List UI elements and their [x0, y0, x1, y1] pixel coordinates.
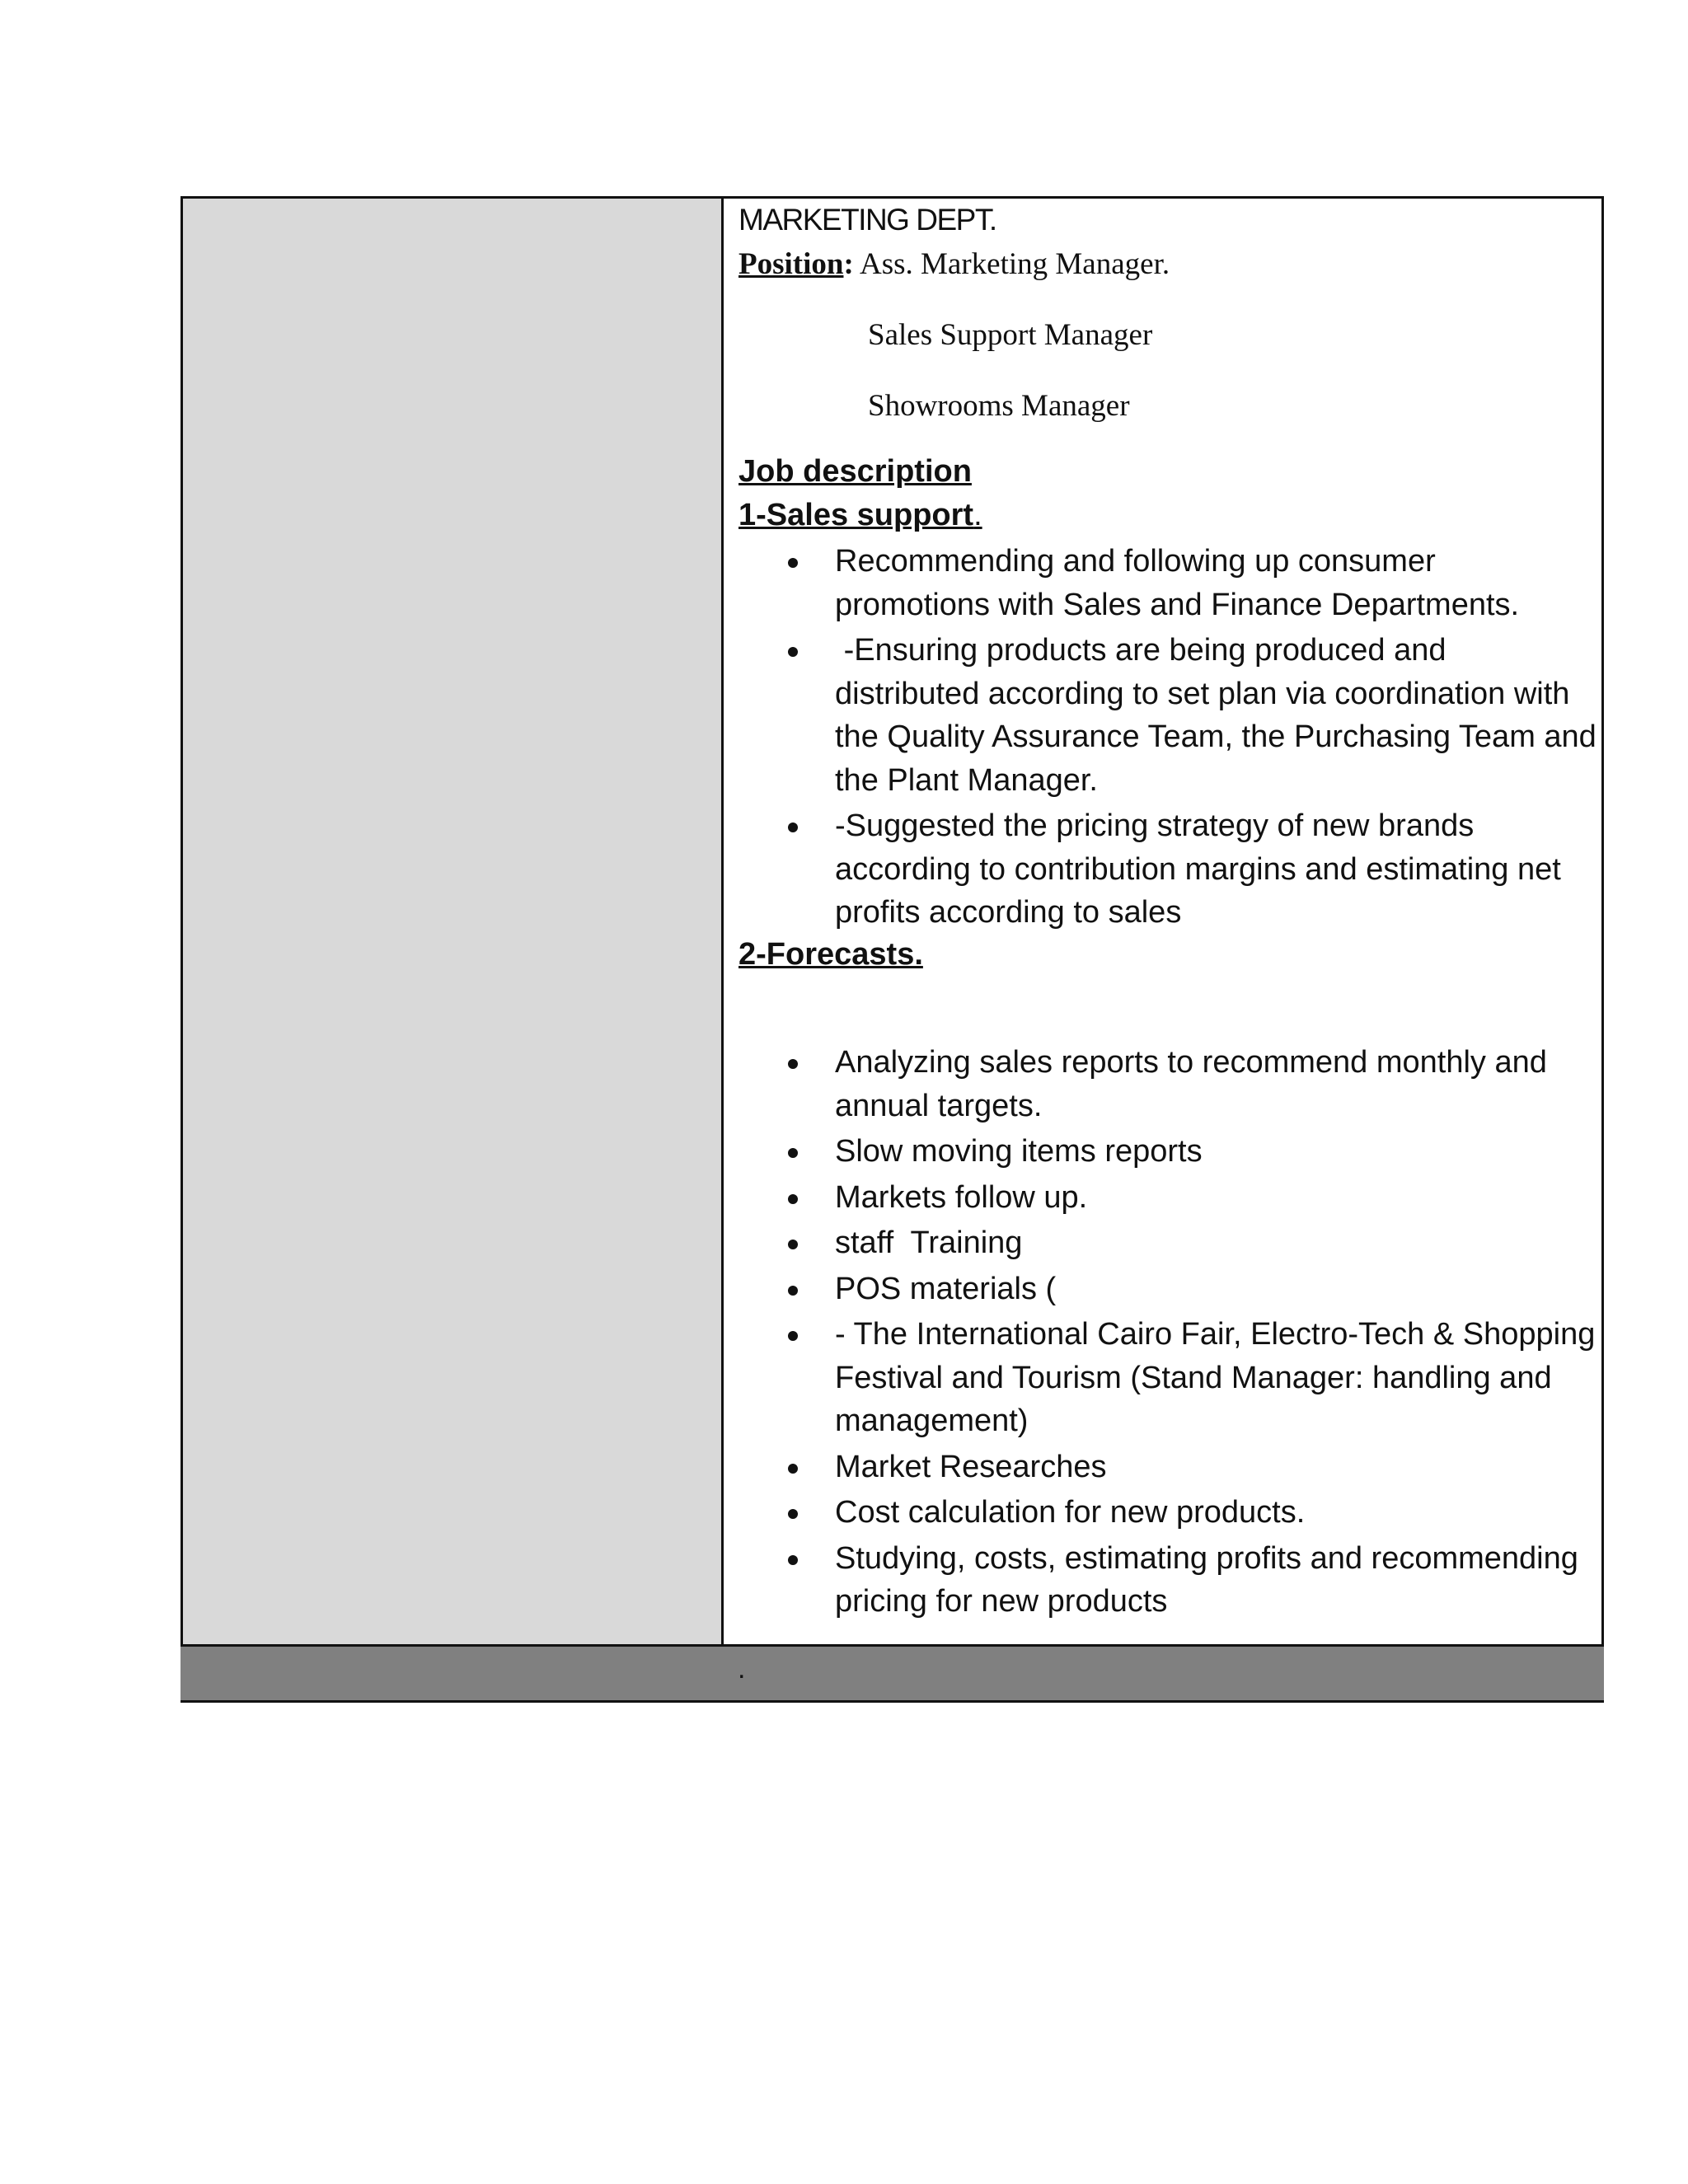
- position-secondary: Sales Support Manager: [868, 318, 1153, 352]
- bullet-icon: [788, 558, 798, 568]
- sales-support-heading: [738, 497, 982, 535]
- list-item: Analyzing sales reports to recommend monthly and annual targets.: [724, 1041, 1599, 1127]
- bullet-icon: [788, 823, 798, 832]
- list-item: Slow moving items reports: [724, 1130, 1599, 1174]
- forecasts-list: [724, 1041, 1599, 1626]
- job-description-heading: Job description: [738, 454, 972, 489]
- forecasts-heading: 2-Forecasts.: [738, 937, 923, 972]
- bullet-icon: [788, 1509, 798, 1519]
- list-item: - The International Cairo Fair, Electro-Tech & Shopping Festival and Tourism (Stand Manager: handling and management): [724, 1313, 1599, 1443]
- position-label: Position: [738, 247, 844, 281]
- list-item: POS materials (: [724, 1268, 1599, 1311]
- department-title: MARKETING DEPT.: [738, 203, 996, 237]
- sales-support-suffix: .: [973, 498, 982, 532]
- bullet-icon: [788, 1555, 798, 1565]
- position-primary: Ass. Marketing Manager.: [860, 247, 1170, 281]
- list-item: -Suggested the pricing strategy of new brands according to contribution margins and estimating net profits according to sales: [724, 804, 1599, 935]
- bullet-icon: [788, 1286, 798, 1296]
- list-item: Recommending and following up consumer promotions with Sales and Finance Departments.: [724, 540, 1599, 626]
- list-item: staff Training: [724, 1221, 1599, 1265]
- position-colon: :: [843, 247, 854, 281]
- position-tertiary: Showrooms Manager: [868, 389, 1130, 423]
- sales-support-list: [724, 540, 1606, 937]
- list-item: -Ensuring products are being produced and distributed according to set plan via coordination with the Quality Assurance Team, the Purchasing Team and the Plant Manager.: [724, 629, 1599, 802]
- bullet-icon: [788, 1194, 798, 1204]
- bullet-icon: [788, 1240, 798, 1249]
- bullet-icon: [788, 1059, 798, 1069]
- bullet-icon: [788, 1148, 798, 1158]
- left-gray-cell: [183, 199, 724, 1644]
- job-table: [181, 196, 1604, 1647]
- job-details-cell: [724, 199, 1606, 1644]
- list-item: Cost calculation for new products.: [724, 1491, 1599, 1535]
- bullet-icon: [788, 1331, 798, 1341]
- bullet-icon: [788, 1464, 798, 1474]
- footer-dot: .: [738, 1653, 746, 1685]
- list-item: Markets follow up.: [724, 1176, 1599, 1220]
- footer-gray-bar: [181, 1647, 1604, 1703]
- bullet-icon: [788, 647, 798, 657]
- sales-support-title: 1-Sales support: [738, 498, 974, 532]
- list-item: Market Researches: [724, 1446, 1599, 1489]
- list-item: Studying, costs, estimating profits and recommending pricing for new products: [724, 1537, 1599, 1624]
- position-line: [738, 246, 1170, 283]
